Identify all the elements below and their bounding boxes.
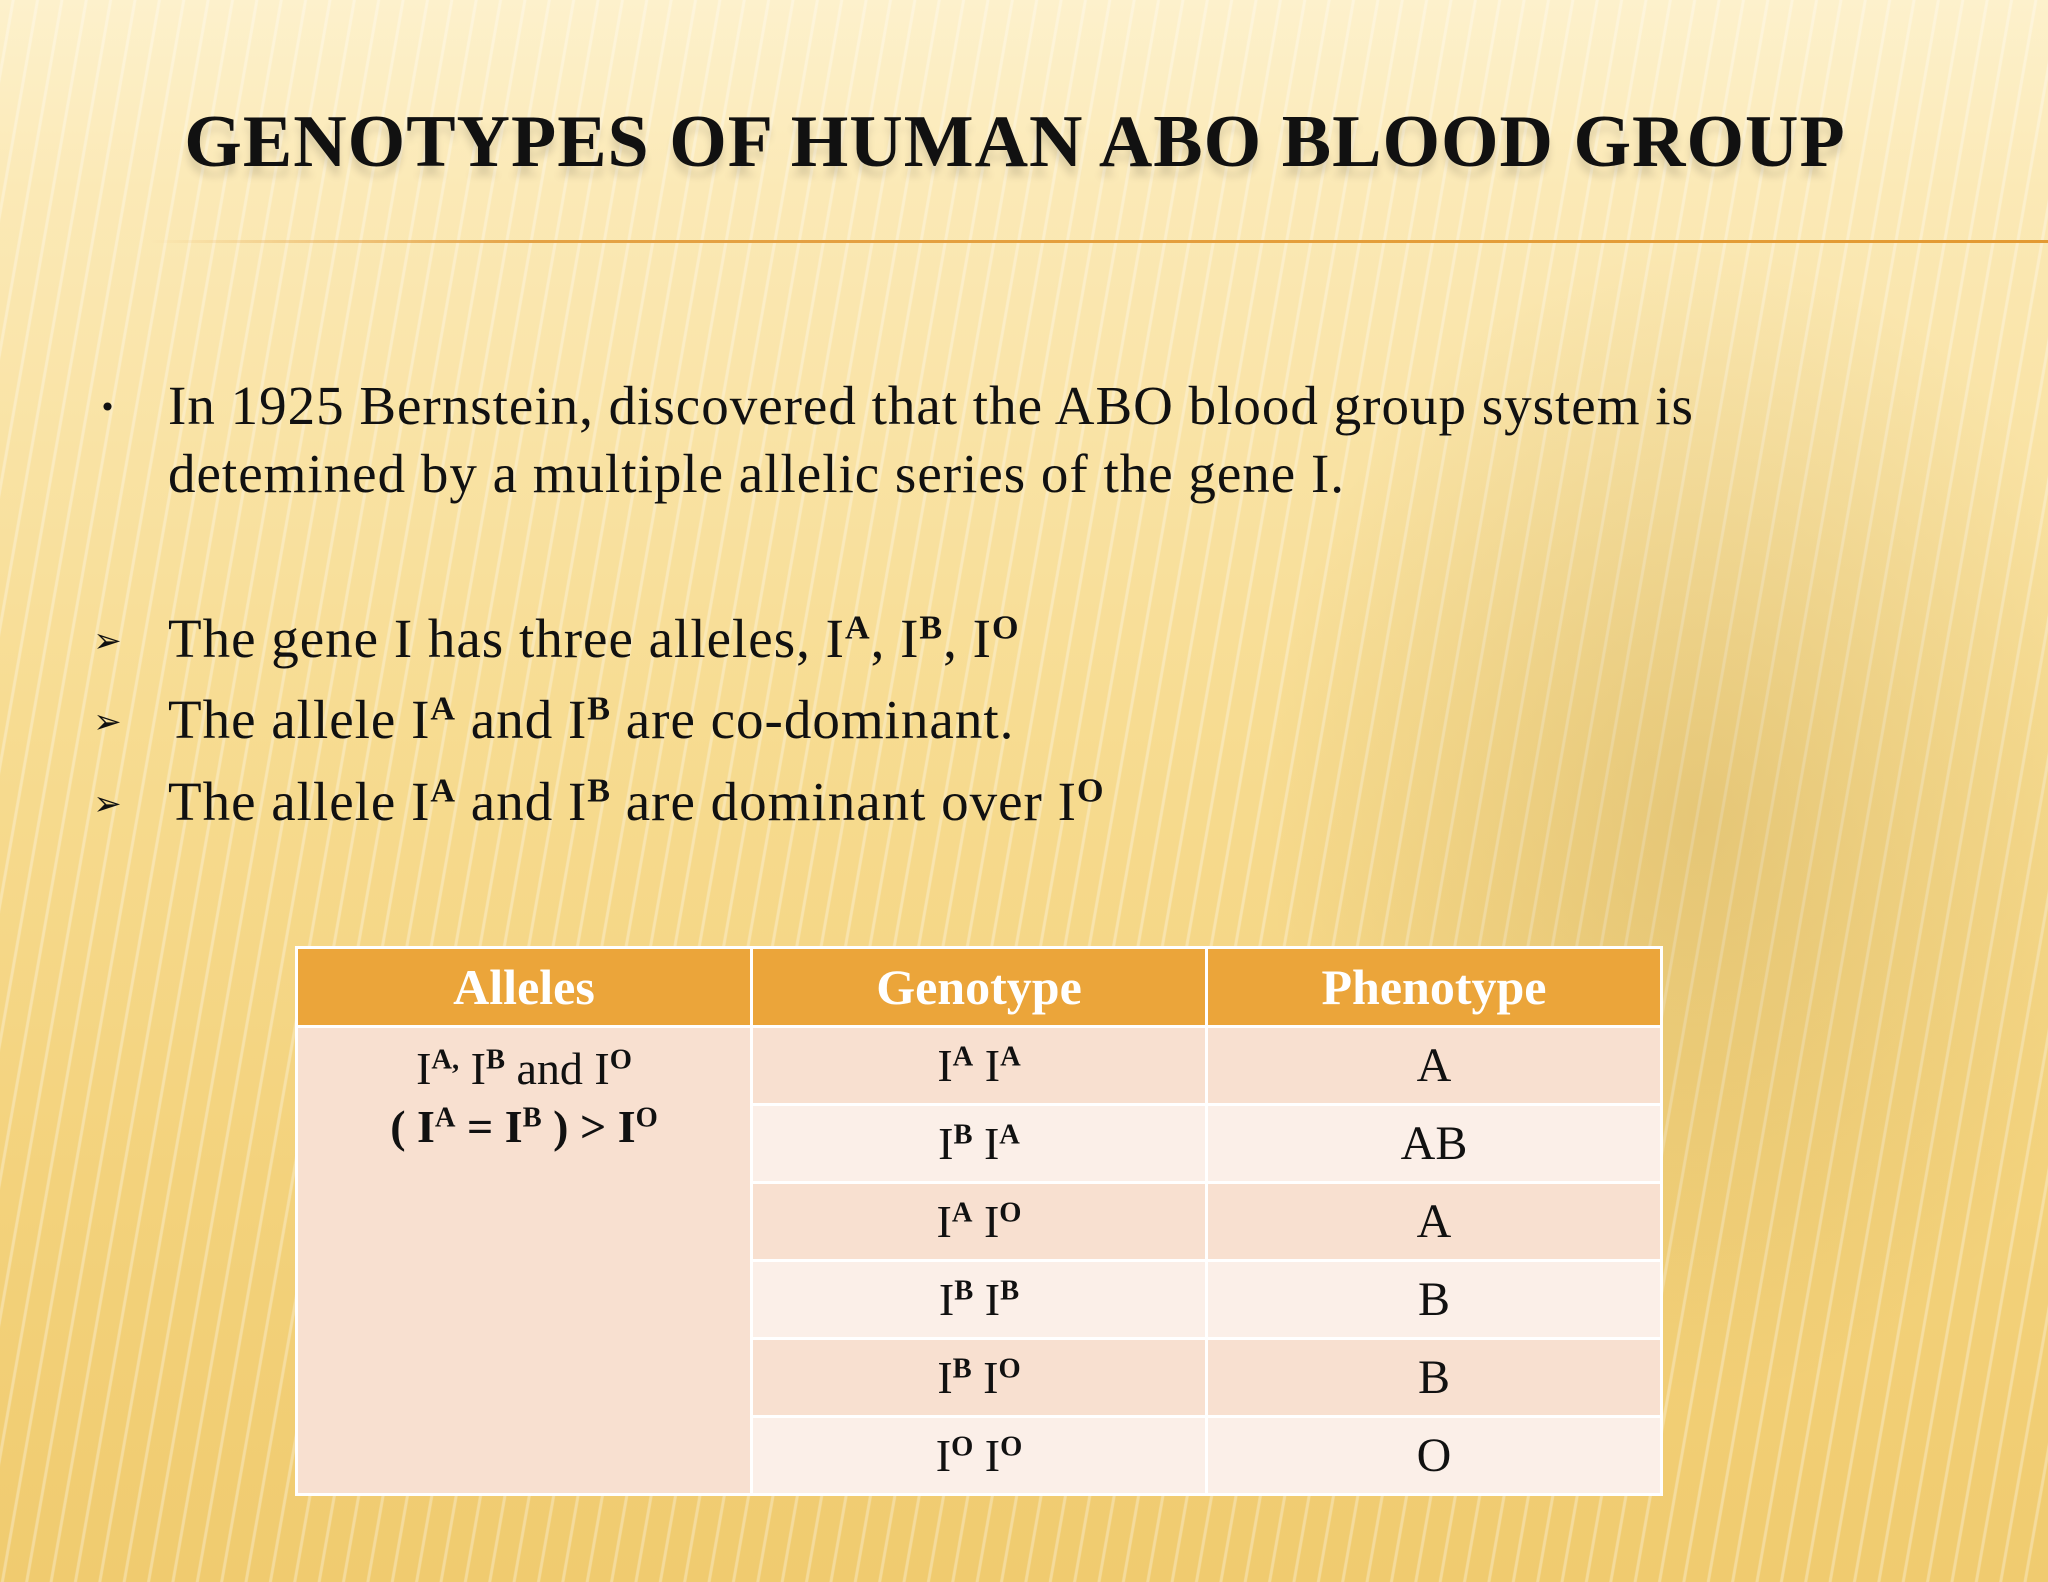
bullet-intro-line2: detemined by a multiple allelic series of the gene I. [168,443,1346,504]
phenotype-cell: B [1207,1261,1662,1339]
genotype-cell [752,1417,1207,1495]
text: I [459,1043,486,1094]
text: I [938,1118,954,1169]
superscript: B [919,609,944,647]
genotype-cell [752,1261,1207,1339]
superscript: B [485,1044,505,1076]
text: I [936,1196,952,1247]
phenotype-cell: AB [1207,1105,1662,1183]
arrow-bullet-icon: ➢ [93,621,123,661]
text: I [938,1274,955,1325]
table-header-row [297,948,1662,1027]
column-header-genotype: Genotype [752,948,1207,1027]
superscript: B [587,690,611,728]
superscript: O [635,1102,658,1134]
text: are co-dominant. [611,689,1015,750]
superscript: A [434,1102,456,1134]
phenotype-cell: O [1207,1417,1662,1495]
text: I [973,1274,1001,1325]
text: and I [504,1043,610,1094]
text: , I [870,608,920,669]
arrow-item-codominant [93,686,1988,754]
text: I [937,1040,953,1091]
text: are dominant over I [611,771,1077,832]
text: I [971,1352,999,1403]
superscript: O [998,1353,1021,1385]
superscript: O [991,609,1020,647]
text: The allele I [168,771,431,832]
text: I [972,1196,1000,1247]
superscript: B [587,772,611,810]
superscript: A [952,1041,974,1073]
text: I [973,1430,1001,1481]
superscript: O [999,1197,1022,1229]
superscript: A [430,772,457,810]
superscript: A [1000,1041,1021,1073]
text: = I [455,1101,523,1152]
text: , I [943,608,992,669]
superscript: B [522,1102,542,1134]
phenotype-cell: A [1207,1027,1662,1105]
arrow-bullet-icon: ➢ [93,702,123,742]
bullet-intro [99,372,1988,508]
text: I [972,1118,1000,1169]
text: and I [456,771,588,832]
text: I [973,1040,1001,1091]
text: The allele I [168,689,431,750]
text: The gene I has three alleles, I [168,608,845,669]
arrow-item-alleles [93,605,1988,673]
superscript: O [609,1044,632,1076]
alleles-line2 [298,1098,750,1156]
blood-group-table [295,946,1663,1496]
text: I [935,1430,952,1481]
genotype-cell [752,1027,1207,1105]
genotype-cell [752,1339,1207,1417]
superscript: B [954,1275,974,1307]
superscript: B [952,1353,972,1385]
superscript: A, [431,1044,460,1076]
superscript: B [1000,1275,1020,1307]
text: I [416,1043,432,1094]
column-header-phenotype: Phenotype [1207,948,1662,1027]
superscript: A [844,609,871,647]
bullet-dot-icon: • [99,391,117,424]
table-row [297,1027,1662,1105]
arrow-item-dominant [93,768,1988,836]
superscript: A [430,690,457,728]
superscript: O [1000,1431,1023,1463]
phenotype-cell: A [1207,1183,1662,1261]
superscript: O [951,1431,974,1463]
genotype-cell [752,1105,1207,1183]
phenotype-cell: B [1207,1339,1662,1417]
alleles-line1 [298,1040,750,1098]
superscript: B [953,1119,973,1151]
text: ) > I [541,1101,636,1152]
genotype-cell [752,1183,1207,1261]
slide-title: GENOTYPES OF HUMAN ABO BLOOD GROUP [184,101,1846,183]
text: I [937,1352,953,1403]
text: and I [456,689,588,750]
bullet-intro-line1: In 1925 Bernstein, discovered that the ABO blood group system is [168,375,1694,436]
arrow-bullet-icon: ➢ [93,784,123,824]
column-header-alleles: Alleles [297,948,752,1027]
superscript: A [999,1119,1020,1151]
superscript: A [951,1197,973,1229]
superscript: O [1076,772,1105,810]
text: ( I [390,1101,435,1152]
alleles-cell [297,1027,752,1495]
